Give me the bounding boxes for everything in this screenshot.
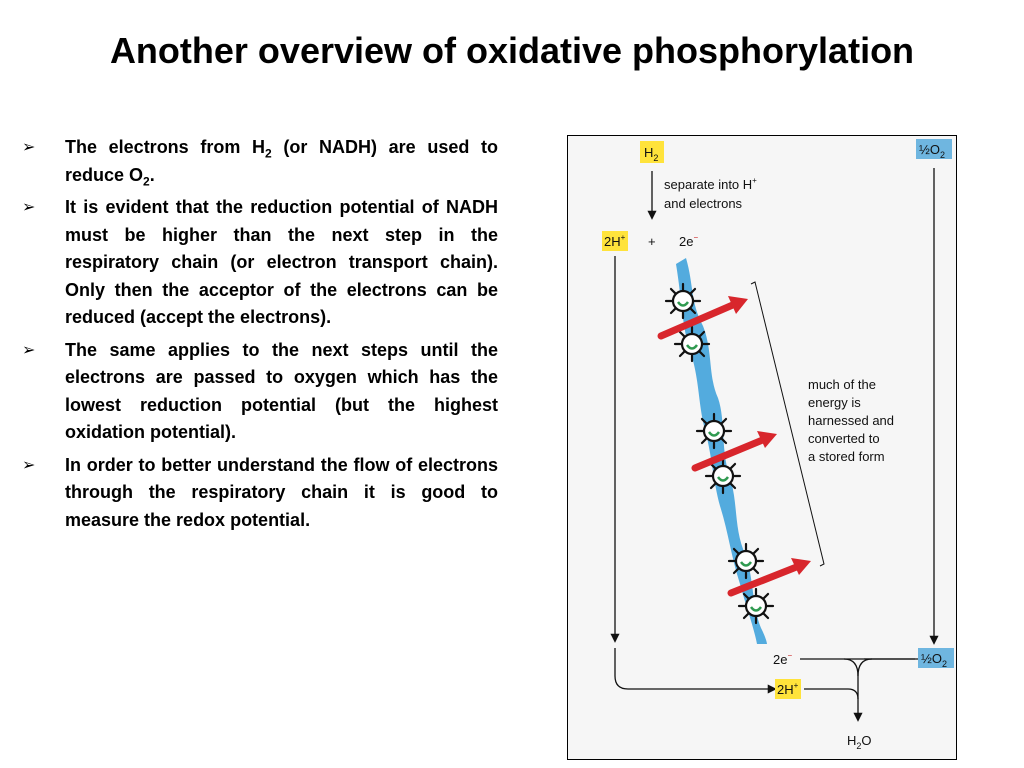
half-o2-top-box — [916, 139, 952, 160]
svg-text:converted to: converted to — [808, 431, 880, 446]
electron-carrier-icon — [666, 284, 700, 318]
bullet-text: The electrons from H — [65, 137, 265, 157]
o2-join-curve — [858, 659, 872, 676]
energy-note — [808, 377, 894, 464]
svg-text:2H+: 2H+ — [777, 681, 799, 697]
water-label: $H_2O$ — [847, 733, 872, 751]
proton-join-line — [804, 689, 858, 699]
svg-text:a stored form: a stored form — [808, 449, 885, 464]
bullet-arrow-icon: ➢ — [22, 456, 36, 474]
electron-carrier-icon — [739, 589, 773, 623]
bullet-text: The same applies to the next steps until the electrons are passed to oxygen which has the lowest reduction potential (but the highest oxidation potential). — [65, 339, 498, 442]
bullet-text: It is evident that the reduction potential of NADH must be higher than the next step in the respiratory chain (or electron transport chain). Only then the acceptor of the electrons can be reduced (accept the electrons). — [65, 197, 498, 327]
subscript: 2 — [265, 146, 272, 161]
subscript: 2 — [143, 174, 150, 189]
svg-text:H2: $H_2$ — [644, 145, 659, 163]
separate-label — [664, 176, 757, 211]
svg-text:much of the: much of the — [808, 377, 876, 392]
electron-carrier-icon — [729, 544, 763, 578]
electron-carrier-icon — [675, 327, 709, 361]
bullet-arrow-icon: ➢ — [22, 341, 36, 359]
bullet-item — [22, 452, 498, 535]
bullet-text: In order to better understand the flow of electrons through the respiratory chain it is good to measure the redox potential. — [65, 454, 498, 530]
bullet-item — [22, 194, 498, 332]
svg-text:separate into H+: separate into H+ — [664, 176, 757, 192]
bullet-arrow-icon: ➢ — [22, 199, 36, 216]
bullet-text: (or NADH) are used to reduce O — [65, 137, 498, 185]
svg-text:½O2: $\frac{1}{2}O_2$ — [919, 142, 945, 160]
two-h-plus-top-box — [602, 231, 628, 251]
proton-path-return — [615, 648, 775, 689]
two-h-plus-bottom-box — [775, 679, 801, 699]
slide-title: Another overview of oxidative phosphorylation — [109, 30, 915, 71]
half-o2-bottom-box — [918, 648, 954, 669]
bullet-text: . — [149, 164, 155, 185]
bullet-item — [22, 134, 498, 189]
svg-text:½O2: $\frac{1}{2}O_2$ — [921, 651, 947, 669]
svg-text:energy is: energy is — [808, 395, 861, 410]
oxidative-phosphorylation-figure — [567, 135, 957, 760]
bullet-item — [22, 337, 498, 447]
plus-sign: + — [648, 234, 656, 249]
svg-text:harnessed and: harnessed and — [808, 413, 895, 428]
h2-box — [640, 141, 664, 163]
svg-text:2H+: 2H+ — [604, 233, 626, 249]
two-e-bottom-label: 2e− — [773, 651, 793, 667]
bullet-arrow-icon: ➢ — [22, 139, 36, 156]
two-e-top-label: 2e− — [679, 233, 699, 249]
figure-diagram — [568, 136, 958, 761]
electron-carrier-icon — [697, 414, 731, 448]
bullet-list — [22, 134, 498, 539]
svg-text:and electrons: and electrons — [664, 196, 743, 211]
